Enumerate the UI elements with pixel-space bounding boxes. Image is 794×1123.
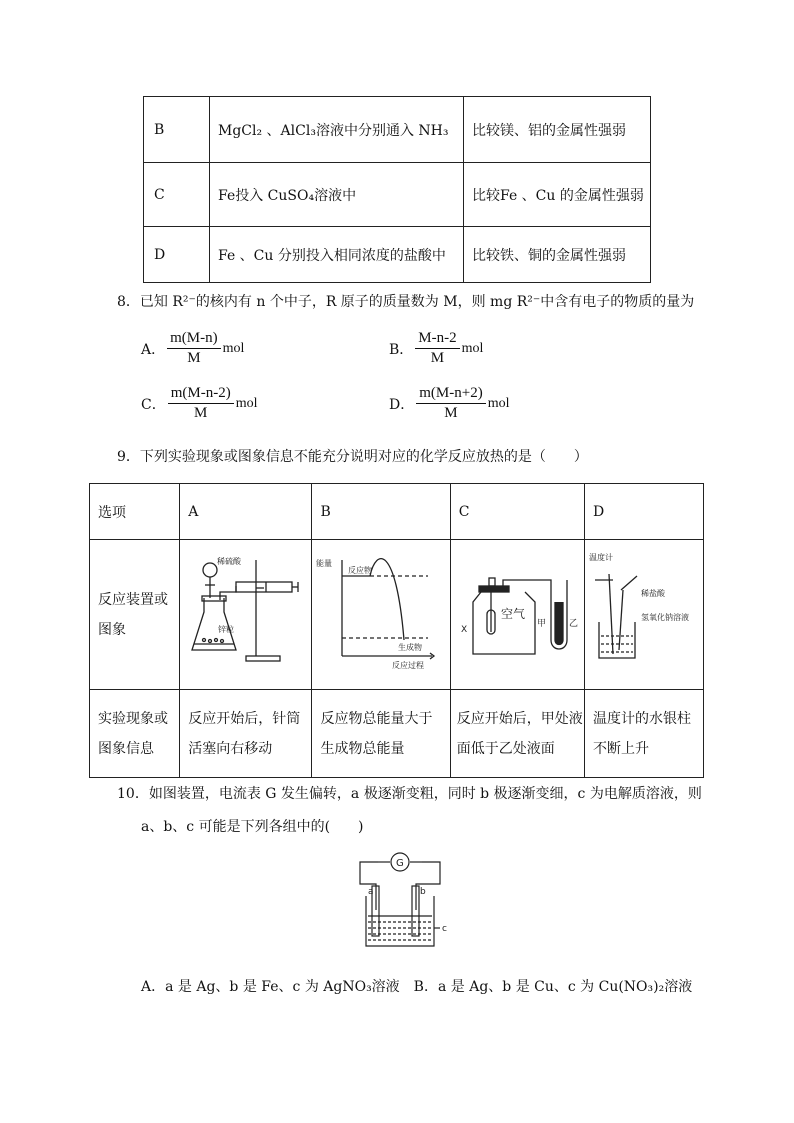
energy-axis-label: 能量 bbox=[316, 559, 333, 568]
question-10-options: A．a 是 Ag、b 是 Fe、c 为 AgNO₃溶液 B．a 是 Ag、b 是 Cu、c 为 Cu(NO₃)₂溶液 bbox=[141, 979, 693, 995]
row-label: C bbox=[144, 163, 210, 227]
option-letter: D． bbox=[389, 396, 415, 413]
experiment-table bbox=[143, 96, 651, 283]
denominator: M bbox=[444, 405, 458, 421]
phenomenon-line: 生成物总能量 bbox=[320, 740, 405, 757]
galvanic-cell-diagram bbox=[350, 850, 450, 950]
air-label: 空气 bbox=[500, 607, 525, 621]
row-label-line: 图象 bbox=[98, 621, 126, 638]
question-8-stem: 8．已知 R²⁻的核内有 n 个中子，R 原子的质量数为 M，则 mg R²⁻中含有电子的物质的量为 bbox=[117, 294, 695, 310]
q8-option-c bbox=[141, 385, 258, 422]
row-content: Fe投入 CuSO₄溶液中 bbox=[210, 163, 464, 227]
electrolyte-label: c bbox=[442, 924, 447, 934]
phenomenon-line: 活塞向右移动 bbox=[188, 740, 273, 757]
table-row bbox=[144, 163, 651, 227]
question-10-stem-line2: a、b、c 可能是下列各组中的( ) bbox=[141, 819, 364, 835]
table-header-row bbox=[90, 484, 704, 540]
electrode-a-label: a bbox=[368, 887, 374, 897]
option-letter: B． bbox=[389, 341, 414, 358]
unit: mol bbox=[235, 395, 258, 411]
row-content: Fe 、Cu 分别投入相同浓度的盐酸中 bbox=[210, 227, 464, 283]
fraction bbox=[168, 385, 234, 422]
q8-option-b bbox=[389, 330, 483, 367]
beaker-thermometer-diagram bbox=[585, 540, 703, 685]
fraction bbox=[416, 385, 485, 422]
phenomenon-line: 反应开始后，针筒 bbox=[188, 710, 301, 727]
q8-option-d bbox=[389, 385, 509, 422]
numerator: M-n-2 bbox=[415, 330, 459, 349]
table-row bbox=[144, 227, 651, 283]
fraction bbox=[167, 330, 221, 367]
row-label: D bbox=[144, 227, 210, 283]
row-content bbox=[210, 97, 464, 163]
row-purpose: 比较Fe 、Cu 的金属性强弱 bbox=[464, 163, 651, 227]
numerator: m(M-n+2) bbox=[416, 385, 485, 404]
option-letter: A． bbox=[141, 341, 166, 358]
denominator: M bbox=[430, 350, 445, 366]
row-label bbox=[90, 540, 180, 690]
table-row bbox=[144, 97, 651, 163]
denominator: M bbox=[187, 350, 201, 366]
diagram-c-cell bbox=[450, 540, 584, 690]
denominator: M bbox=[194, 405, 208, 421]
acid-label: 稀盐酸 bbox=[641, 589, 665, 598]
row-label: B bbox=[144, 97, 210, 163]
electrode-b-label: b bbox=[420, 887, 426, 897]
phenomenon-line: 不断上升 bbox=[593, 740, 649, 757]
unit: mol bbox=[487, 395, 510, 411]
energy-profile-diagram bbox=[312, 540, 442, 685]
reaction-table bbox=[89, 483, 704, 778]
phenomenon-b bbox=[312, 690, 450, 778]
unit: mol bbox=[222, 340, 245, 356]
phenomenon-line: 面低于乙处液面 bbox=[456, 740, 555, 757]
zinc-label: 锌粒 bbox=[218, 625, 235, 634]
diagram-b-cell bbox=[312, 540, 450, 690]
header-cell: A bbox=[180, 484, 312, 540]
naoh-label: 氢氧化钠溶液 bbox=[641, 613, 689, 622]
diagram-d-cell bbox=[585, 540, 704, 690]
q8-option-a bbox=[141, 330, 244, 367]
unit: mol bbox=[461, 340, 484, 356]
row-purpose: 比较镁、铝的金属性强弱 bbox=[464, 97, 651, 163]
yi-label: 乙 bbox=[568, 619, 578, 629]
question-10-stem-line1: 10．如图装置，电流表 G 发生偏转，a 极逐渐变粗，同时 b 极逐渐变细，c 为电解质溶液，则 bbox=[117, 786, 702, 802]
galvanometer-label: G bbox=[396, 858, 404, 869]
progress-label: 反应过程 bbox=[392, 661, 425, 670]
option-letter: C． bbox=[141, 396, 166, 413]
header-cell: 选项 bbox=[90, 484, 180, 540]
diagram-a-cell bbox=[180, 540, 312, 690]
acid-label: 稀硫酸 bbox=[217, 557, 242, 566]
reactant-label: 反应物 bbox=[348, 566, 373, 575]
header-cell: D bbox=[585, 484, 704, 540]
row-label bbox=[90, 690, 180, 778]
row-label-line: 图象信息 bbox=[98, 740, 154, 757]
phenomenon-line: 温度计的水银柱 bbox=[593, 710, 691, 727]
x-label: X bbox=[460, 625, 467, 635]
numerator: m(M-n-2) bbox=[168, 385, 234, 404]
row-content-text: MgCl₂ 、AlCl₃溶液中分别通入 NH₃ bbox=[218, 122, 449, 139]
phenomenon-d bbox=[585, 690, 704, 778]
row-label-line: 实验现象或 bbox=[98, 710, 168, 727]
fraction bbox=[415, 330, 459, 367]
table-row bbox=[90, 540, 704, 690]
bottle-utube-diagram bbox=[451, 540, 577, 685]
flask-syringe-diagram bbox=[180, 540, 304, 685]
numerator: m(M-n) bbox=[167, 330, 221, 349]
header-cell: B bbox=[312, 484, 450, 540]
phenomenon-line: 反应开始后，甲处液 bbox=[456, 710, 583, 727]
table-row bbox=[90, 690, 704, 778]
phenomenon-c bbox=[450, 690, 584, 778]
jia-label: 甲 bbox=[536, 619, 546, 629]
row-purpose: 比较铁、铜的金属性强弱 bbox=[464, 227, 651, 283]
product-label: 生成物 bbox=[398, 643, 423, 652]
phenomenon-a bbox=[180, 690, 312, 778]
row-label-line: 反应装置或 bbox=[98, 591, 168, 608]
thermometer-label: 温度计 bbox=[589, 553, 613, 562]
phenomenon-line: 反应物总能量大于 bbox=[320, 710, 433, 727]
question-9-stem: 9．下列实验现象或图象信息不能充分说明对应的化学反应放热的是（ ） bbox=[117, 449, 588, 465]
header-cell: C bbox=[450, 484, 584, 540]
